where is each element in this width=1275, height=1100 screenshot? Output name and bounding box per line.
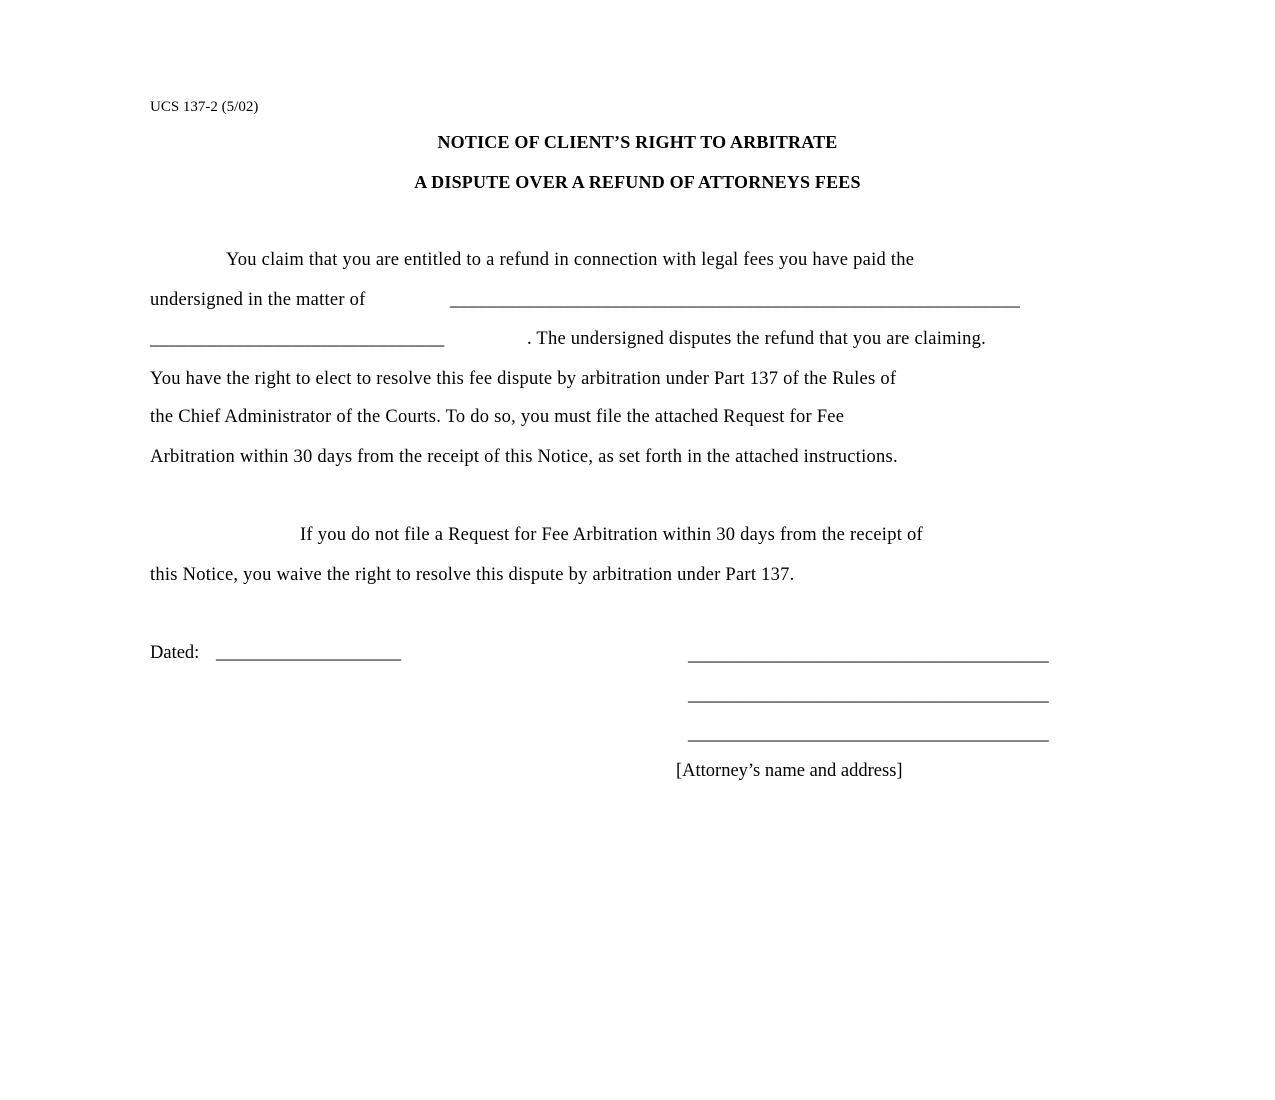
paragraph-2-line-1: If you do not file a Request for Fee Arbitration within 30 days from the receipt of (300, 525, 923, 545)
form-code: UCS 137-2 (5/02) (150, 99, 259, 115)
attorney-line-2[interactable]: _______________________________________ (688, 685, 1049, 705)
paragraph-2-line-2: this Notice, you waive the right to resolve this dispute by arbitration under Part 137. (150, 565, 795, 585)
dated-blank-field[interactable]: ____________________ (216, 643, 401, 663)
title-line-1: NOTICE OF CLIENT’S RIGHT TO ARBITRATE (437, 132, 838, 152)
attorney-line-1[interactable]: _______________________________________ (688, 645, 1049, 665)
paragraph-1-line-4: You have the right to elect to resolve this fee dispute by arbitration under Part 137 of the Rules of (150, 369, 897, 389)
dated-label: Dated: (150, 643, 200, 663)
matter-blank-field[interactable]: ____________________________________________________________ (450, 290, 1020, 310)
paragraph-1-line-6: Arbitration within 30 days from the receipt of this Notice, as set forth in the attached instructions. (150, 447, 898, 467)
paragraph-1-line-3: . The undersigned disputes the refund that you are claiming. (527, 329, 987, 349)
paragraph-1-line-1: You claim that you are entitled to a refund in connection with legal fees you have paid the (226, 250, 915, 270)
paragraph-1-line-2: undersigned in the matter of (150, 290, 366, 310)
paragraph-1-line-5: the Chief Administrator of the Courts. To do so, you must file the attached Request for Fee (150, 407, 845, 427)
attorney-line-3[interactable]: _______________________________________ (688, 724, 1049, 744)
matter-blank-field-continued[interactable]: _______________________________ (150, 329, 445, 349)
attorney-caption: [Attorney’s name and address] (676, 761, 903, 781)
title-line-2: A DISPUTE OVER A REFUND OF ATTORNEYS FEES (414, 172, 861, 192)
